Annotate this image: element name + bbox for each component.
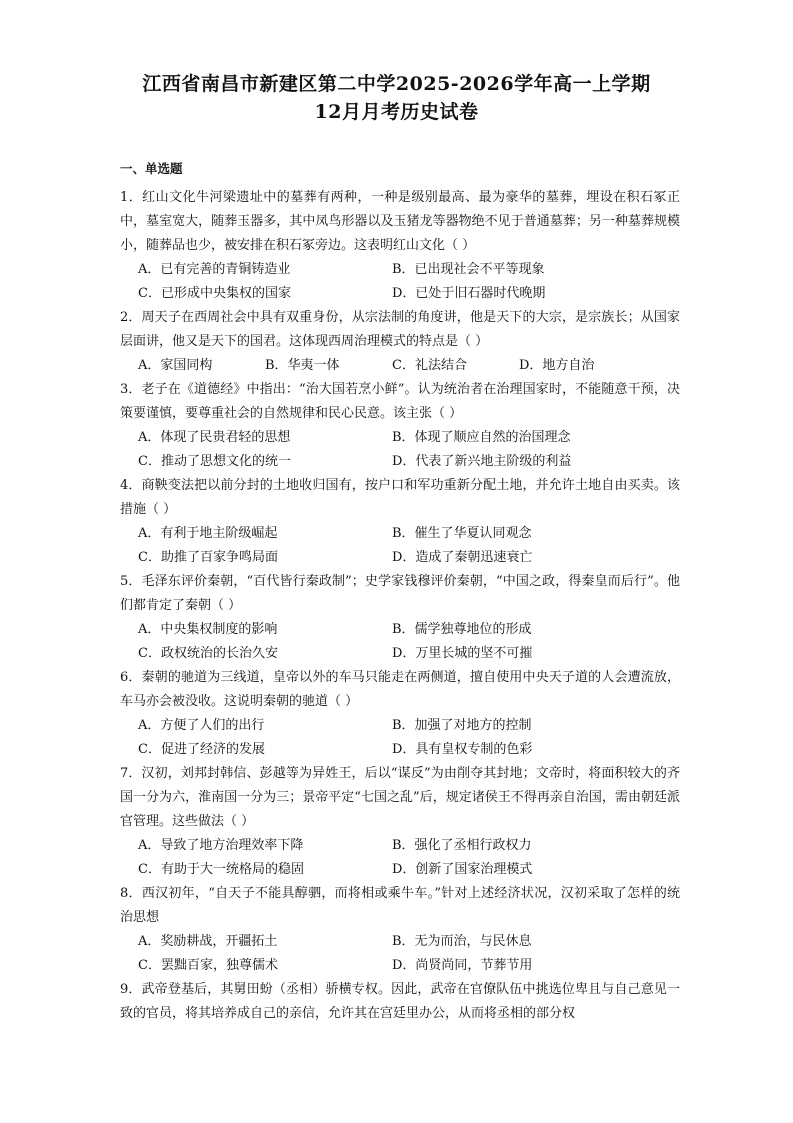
question-stem: 1．红山文化牛河梁遗址中的墓葬有两种，一种是级别最高、最为豪华的墓葬，埋设在积石冢正中，墓室宽大，随葬玉器多，其中凤鸟形器以及玉猪龙等器物绝不见于普通墓葬；另一种墓葬规模小，随葬品也少，被安排在积石冢旁边。这表明红山文化（ ） (120, 190, 680, 253)
option-row (120, 954, 680, 978)
answer-option: A．有利于地主阶级崛起 (138, 526, 278, 541)
answer-option: C．促进了经济的发展 (138, 742, 265, 757)
question-list (120, 186, 680, 1026)
option-row (120, 522, 680, 546)
option-row (120, 282, 680, 306)
option-row (120, 930, 680, 954)
answer-option: A．体现了民贵君轻的思想 (138, 430, 291, 445)
answer-option: B．加强了对地方的控制 (392, 718, 532, 733)
question-stem: 2．周天子在西周社会中具有双重身份，从宗法制的角度讲，他是天下的大宗，是宗族长；从国家层面讲，他又是天下的国君。这体现西周治理模式的特点是（ ） (120, 310, 680, 349)
question-stem: 7．汉初，刘邦封韩信、彭越等为异姓王，后以“谋反”为由削夺其封地；文帝时，将面积较大的齐国一分为六，淮南国一分为三；景帝平定“七国之乱”后，规定诸侯王不得再亲自治国，需由朝廷派官管理。这些做法（ ） (120, 766, 680, 829)
answer-option: C．推动了思想文化的统一 (138, 454, 291, 469)
option-row (120, 546, 680, 570)
answer-option: C．礼法结合 (392, 358, 467, 373)
answer-option: C．有助于大一统格局的稳固 (138, 862, 304, 877)
question-item (120, 762, 680, 882)
answer-option: A．方便了人们的出行 (138, 718, 265, 733)
exam-title-line-1: 江西省南昌市新建区第二中学2025-2026学年高一上学期 (142, 73, 651, 95)
option-row (120, 738, 680, 762)
question-stem: 8．西汉初年，“自天子不能具醇驷，而将相或乘牛车。”针对上述经济状况，汉初采取了怎样的统治思想 (120, 886, 680, 925)
answer-option: B．已出现社会不平等现象 (392, 262, 545, 277)
question-stem: 5．毛泽东评价秦朝，“百代皆行秦政制”；史学家钱穆评价秦朝，“中国之政，得秦皇而后行”。他们都肯定了秦朝（ ） (120, 574, 680, 613)
question-stem: 9．武帝登基后，其舅田蚡（丞相）骄横专权。因此，武帝在官僚队伍中挑选位卑且与自己意见一致的官员，将其培养成自己的亲信，允许其在宫廷里办公，从而将丞相的部分权 (120, 982, 680, 1021)
question-item (120, 666, 680, 762)
question-item (120, 882, 680, 978)
option-row (120, 258, 680, 282)
answer-option: D．地方自治 (519, 358, 595, 373)
answer-option: B．催生了华夏认同观念 (392, 526, 532, 541)
section-heading: 一、单选题 (120, 161, 183, 176)
answer-option: C．助推了百家争鸣局面 (138, 550, 278, 565)
question-item (120, 378, 680, 474)
question-item (120, 570, 680, 666)
answer-option: A．已有完善的青铜铸造业 (138, 262, 291, 277)
answer-option: D．创新了国家治理模式 (392, 862, 533, 877)
answer-option: A．导致了地方治理效率下降 (138, 838, 304, 853)
question-item (120, 186, 680, 306)
answer-option: A．奖励耕战，开疆拓土 (138, 934, 278, 949)
answer-option: D．代表了新兴地主阶级的利益 (392, 454, 572, 469)
question-item (120, 978, 680, 1026)
question-item (120, 306, 680, 378)
answer-option: D．已处于旧石器时代晚期 (392, 286, 546, 301)
answer-option: B．华夷一体 (265, 358, 340, 373)
answer-option: A．中央集权制度的影响 (138, 622, 278, 637)
answer-option: B．强化了丞相行政权力 (392, 838, 532, 853)
question-stem: 3．老子在《道德经》中指出：“治大国若烹小鲜”。认为统治者在治理国家时，不能随意干预，决策要谨慎，要尊重社会的自然规律和民心民意。该主张（ ） (120, 382, 680, 421)
answer-option: D．具有皇权专制的色彩 (392, 742, 533, 757)
answer-option: C．政权统治的长治久安 (138, 646, 278, 661)
option-row (120, 834, 680, 858)
answer-option: B．体现了顺应自然的治国理念 (392, 430, 571, 445)
exam-title-line-2: 12月月考历史试卷 (314, 101, 479, 123)
answer-option: B．无为而治，与民休息 (392, 934, 532, 949)
option-row (120, 642, 680, 666)
answer-option: C．已形成中央集权的国家 (138, 286, 291, 301)
option-row (120, 858, 680, 882)
answer-option: D．尚贤尚同，节葬节用 (392, 958, 533, 973)
answer-option: C．罢黜百家，独尊儒术 (138, 958, 278, 973)
option-row (120, 426, 680, 450)
question-item (120, 474, 680, 570)
option-row (120, 618, 680, 642)
question-stem: 4．商鞅变法把以前分封的土地收归国有，按户口和军功重新分配土地，并允许土地自由买卖。该措施（ ） (120, 478, 680, 517)
option-row (120, 714, 680, 738)
answer-option: D．造成了秦朝迅速衰亡 (392, 550, 533, 565)
answer-option: B．儒学独尊地位的形成 (392, 622, 532, 637)
option-row (120, 354, 680, 378)
question-stem: 6．秦朝的驰道为三线道，皇帝以外的车马只能走在两侧道，擅自使用中央天子道的人会遭流放，车马亦会被没收。这说明秦朝的驰道（ ） (120, 670, 680, 709)
answer-option: D．万里长城的坚不可摧 (392, 646, 533, 661)
option-row (120, 450, 680, 474)
answer-option: A．家国同构 (138, 358, 213, 373)
